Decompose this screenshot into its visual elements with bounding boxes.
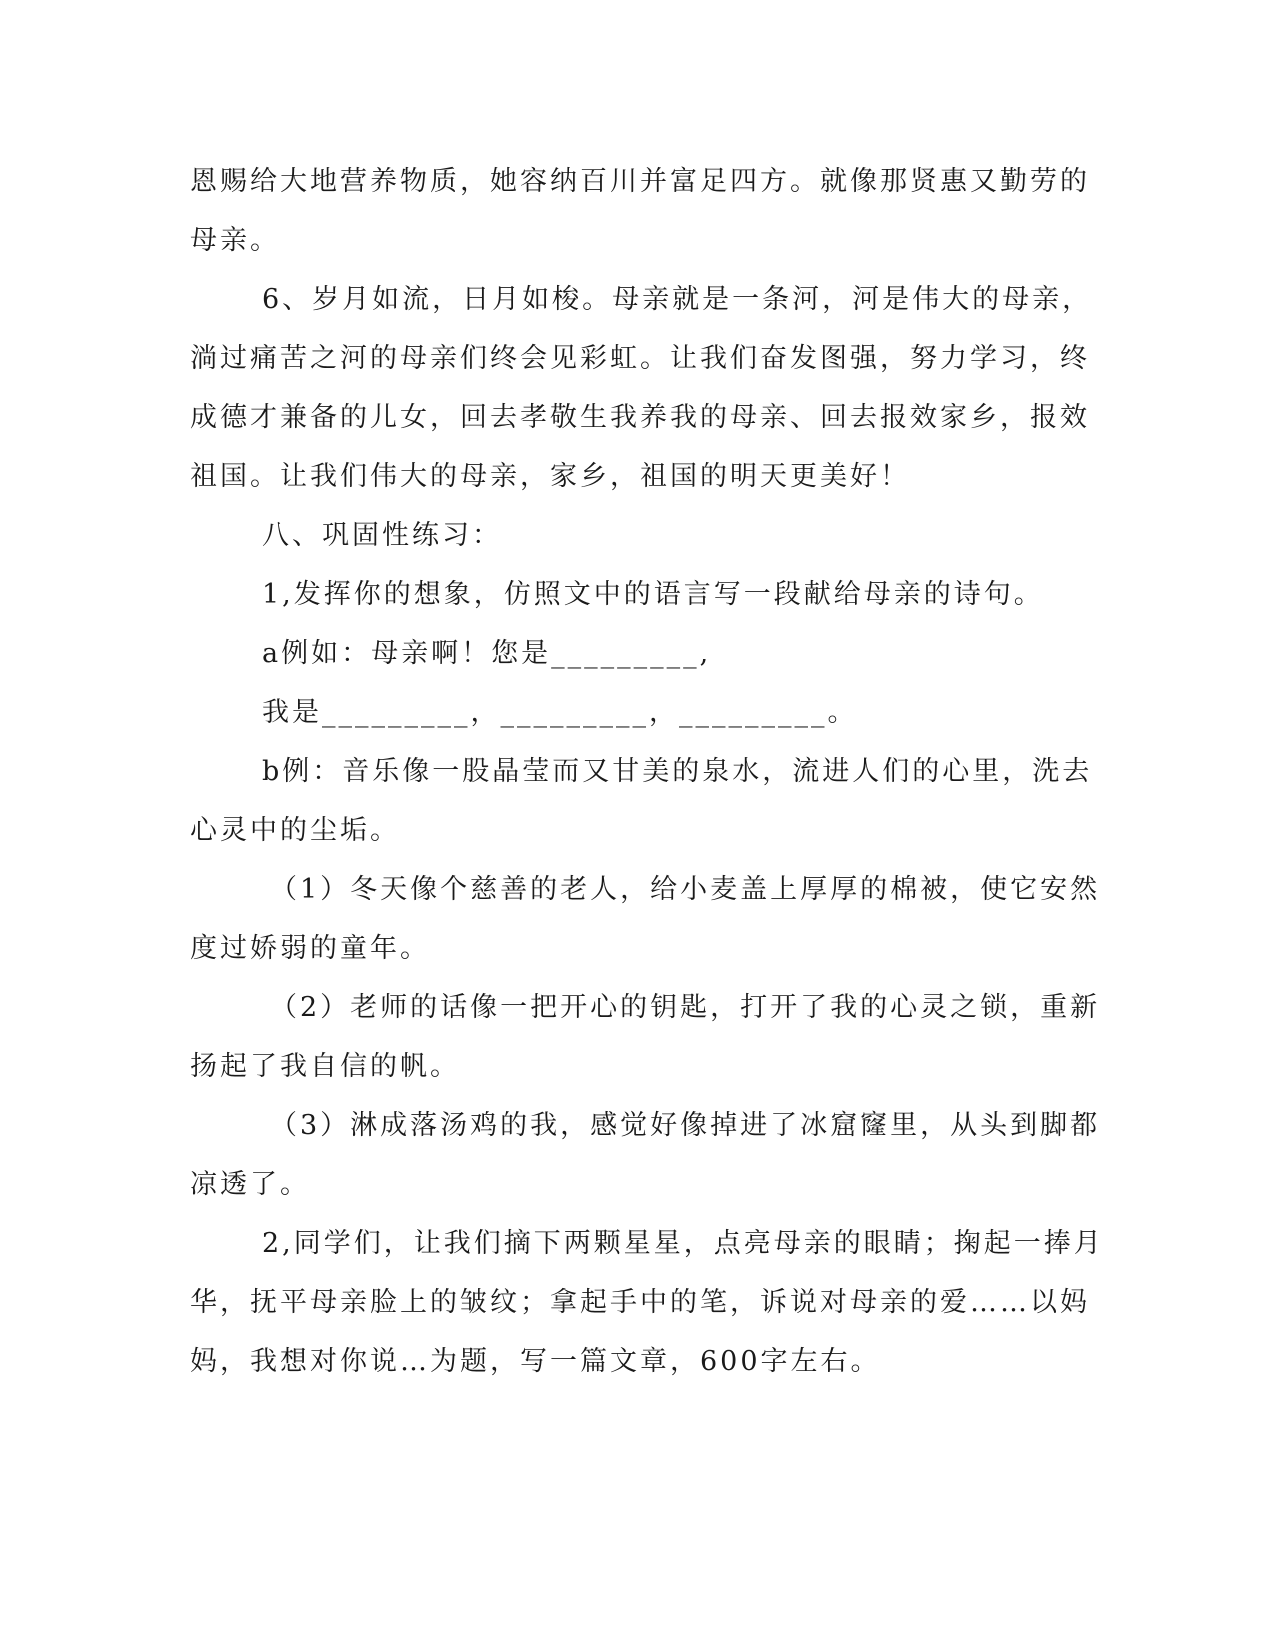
section-heading: 八、巩固性练习： [262, 520, 502, 551]
example-b-line: b例：音乐像一股晶莹而又甘美的泉水，流进人们的心里，洗去 [262, 756, 1093, 787]
text-line: 成德才兼备的儿女，回去孝敬生我养我的母亲、回去报效家乡，报效 [190, 402, 1090, 433]
text-line: 凉透了。 [190, 1169, 310, 1200]
text-line: 淌过痛苦之河的母亲们终会见彩虹。让我们奋发图强，努力学习，终 [190, 343, 1090, 374]
exercise-1-line: 1,发挥你的想象，仿照文中的语言写一段献给母亲的诗句。 [262, 579, 1044, 610]
item-2-line: （2）老师的话像一把开心的钥匙，打开了我的心灵之锁，重新 [270, 992, 1101, 1023]
item-1-line: （1）冬天像个慈善的老人，给小麦盖上厚厚的棉被，使它安然 [270, 874, 1101, 905]
text-line: 度过娇弱的童年。 [190, 933, 430, 964]
text-line: 恩赐给大地营养物质，她容纳百川并富足四方。就像那贤惠又勤劳的 [190, 166, 1090, 197]
example-a-line: a例如：母亲啊！您是_________, [262, 638, 712, 669]
paragraph-6-line: 6、岁月如流，日月如梭。母亲就是一条河，河是伟大的母亲， [262, 284, 1093, 315]
fill-blank-line: 我是_________，_________，_________。 [262, 697, 858, 728]
exercise-2-line: 2,同学们，让我们摘下两颗星星，点亮母亲的眼睛；掬起一捧月 [262, 1228, 1104, 1259]
text-line: 华，抚平母亲脸上的皱纹；拿起手中的笔，诉说对母亲的爱……以妈 [190, 1287, 1090, 1318]
text-line: 妈，我想对你说…为题，写一篇文章，600字左右。 [190, 1346, 881, 1377]
item-3-line: （3）淋成落汤鸡的我，感觉好像掉进了冰窟窿里，从头到脚都 [270, 1110, 1101, 1141]
text-line: 扬起了我自信的帆。 [190, 1051, 460, 1082]
text-line: 母亲。 [190, 225, 280, 256]
text-line: 祖国。让我们伟大的母亲，家乡，祖国的明天更美好！ [190, 461, 910, 492]
text-line: 心灵中的尘垢。 [190, 815, 400, 846]
